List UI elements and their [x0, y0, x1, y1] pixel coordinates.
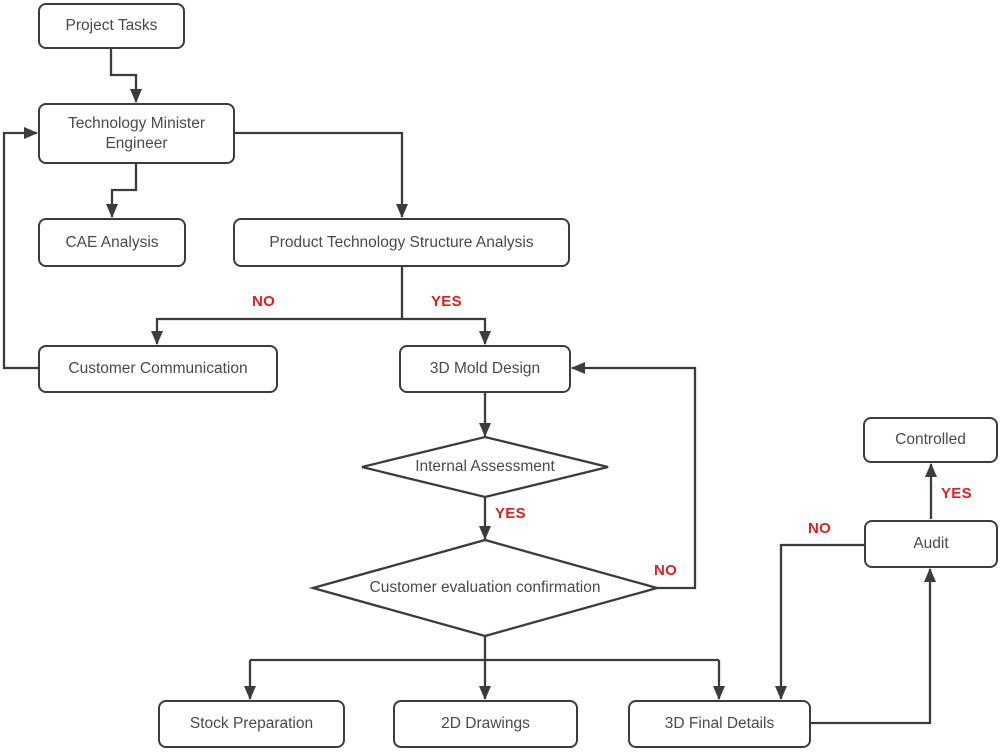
diamond-internal-assessment [362, 437, 608, 497]
edge-audit-no-to-final-details [781, 545, 864, 699]
node-technology-minister-engineer: Technology Minister Engineer [38, 103, 235, 164]
label-internal-assessment: Internal Assessment [415, 458, 555, 475]
edge-customer-communication-to-tme [4, 133, 38, 368]
diamond-customer-evaluation [313, 540, 657, 636]
edge-ptsa-yes-to-mold-design [402, 319, 485, 344]
edge-label-audit-no: NO [808, 520, 832, 537]
edge-label-structure-no: NO [252, 293, 276, 310]
node-stock-preparation: Stock Preparation [158, 700, 345, 748]
edge-final-details-to-audit [811, 569, 930, 723]
edge-label-assessment-yes: YES [495, 505, 526, 522]
node-cae-analysis: CAE Analysis [38, 218, 186, 267]
edge-tme-to-ptsa [235, 133, 402, 217]
label-customer-evaluation-confirmation: Customer evaluation confirmation [369, 579, 601, 596]
node-2d-drawings: 2D Drawings [393, 700, 578, 748]
node-customer-communication: Customer Communication [38, 345, 278, 393]
edge-label-audit-yes: YES [941, 485, 972, 502]
node-3d-final-details: 3D Final Details [628, 700, 811, 748]
node-product-technology-structure-analysis: Product Technology Structure Analysis [233, 218, 570, 267]
edge-tme-to-cae [112, 164, 136, 217]
edge-label-evaluation-no: NO [654, 562, 678, 579]
node-audit: Audit [864, 520, 998, 568]
edge-ptsa-no-to-customer-communication [157, 267, 402, 344]
edge-project-to-tme [111, 49, 136, 102]
edge-label-structure-yes: YES [431, 293, 462, 310]
node-project-tasks: Project Tasks [38, 3, 185, 49]
node-controlled: Controlled [863, 417, 998, 463]
node-3d-mold-design: 3D Mold Design [399, 345, 571, 393]
edge-evaluation-no-to-mold-design [572, 368, 695, 588]
